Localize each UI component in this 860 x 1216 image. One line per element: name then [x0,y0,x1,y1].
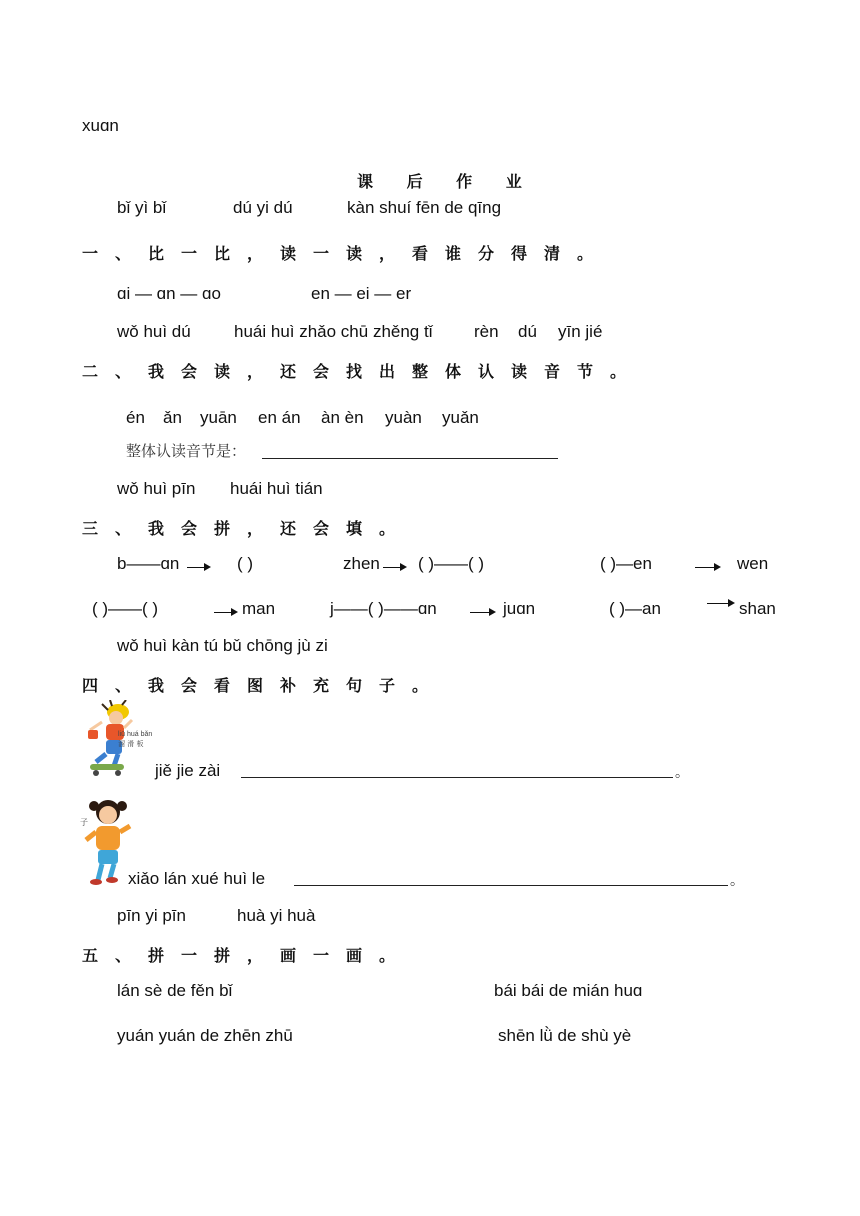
draw-item-3: yuán yuán de zhēn zhū [117,1026,293,1045]
fill-wen: wen [737,554,769,573]
section-4-heading: 四、我会看图补充句子。 [82,676,446,695]
pinyin-du-yi-du: dú yi dú [233,198,293,217]
pinyin-ren: rèn [474,322,499,341]
syllable-2: ǎn [163,408,182,427]
sentence-1-period: 。 [675,765,689,781]
arrow-icon [695,567,719,568]
syllable-5: àn èn [321,408,364,427]
pinyin-kan-shui: kàn shuí fēn de qīng [347,198,502,217]
fill-blank-an[interactable]: ( )—an [609,599,661,618]
pinyin-bi-yi-bi: bǐ yì bǐ [117,198,167,217]
fill-shan: shan [739,599,776,618]
fill-j-an[interactable]: j——( )——ɑn [330,599,437,618]
draw-item-2: bái bái de mián huɑ [494,981,643,1000]
answer-line[interactable] [262,458,558,459]
syllable-7: yuǎn [442,408,479,427]
sentence-1-pinyin: jiě jie zài [155,761,221,780]
sentence-1-line[interactable] [241,777,673,778]
arrow-icon [383,567,405,568]
illustration-caption-2: 子 [80,818,88,827]
fill-zhen: zhen [343,554,380,573]
arrow-icon [187,567,209,568]
page-title: 课 后 作 业 [357,172,536,191]
fill-blank-1[interactable]: ( ) [237,554,254,573]
pinyin-huai-hui: huái huì zhǎo chū zhěng tǐ [234,322,433,341]
syllable-3: yuān [200,408,237,427]
illustration-caption-pinyin: liū huá bǎn [118,731,153,738]
section-5-heading: 五、拼一拼，画一画。 [82,946,413,965]
pinyin-wo-hui-pin: wǒ huì pīn [117,479,196,498]
pinyin-huai-hui-tian: huái huì tián [230,479,323,498]
top-pinyin: xuɑn [82,116,119,135]
vowel-group-a: ɑi — ɑn — ɑo [117,284,221,303]
fill-b-an: b——ɑn [117,554,180,573]
fill-blank-2[interactable]: ( )——( ) [418,554,485,573]
answer-label: 整体认读音节是： [126,442,247,460]
fill-juan: juɑn [503,599,536,618]
draw-item-4: shēn lǜ de shù yè [498,1026,632,1045]
illustration-caption: 溜 滑 板 [118,740,144,748]
arrow-icon [470,612,494,613]
section-3-heading: 三、我会拼，还会填。 [82,519,413,538]
pinyin-du: dú [518,322,537,341]
vowel-group-e: en — ei — er [311,284,412,303]
syllable-6: yuàn [385,408,422,427]
draw-item-1: lán sè de fěn bǐ [117,981,233,1000]
pinyin-wo-hui-du: wǒ huì dú [117,322,191,341]
pinyin-wo-hui-kan-tu: wǒ huì kàn tú bǔ chōng jù zi [117,636,328,655]
section-1-heading: 一、比一比，读一读，看谁分得清。 [82,244,611,263]
pinyin-pin-yi-pin: pīn yi pīn [117,906,186,925]
section-2-heading: 二、我会读，还会找出整体认读音节。 [82,362,644,381]
pinyin-hua-yi-hua: huà yi huà [237,906,316,925]
sentence-2-line[interactable] [294,885,728,886]
arrow-icon [707,603,733,604]
sentence-2-period: 。 [730,873,744,889]
pinyin-yin-jie: yīn jié [558,322,603,341]
arrow-icon [214,612,236,613]
fill-blank-en[interactable]: ( )—en [600,554,652,573]
fill-man: man [242,599,276,618]
fill-blank-3[interactable]: ( )——( ) [92,599,159,618]
sentence-2-pinyin: xiǎo lán xué huì le [128,869,266,888]
syllable-4: en án [258,408,301,427]
syllable-1: én [126,408,145,427]
